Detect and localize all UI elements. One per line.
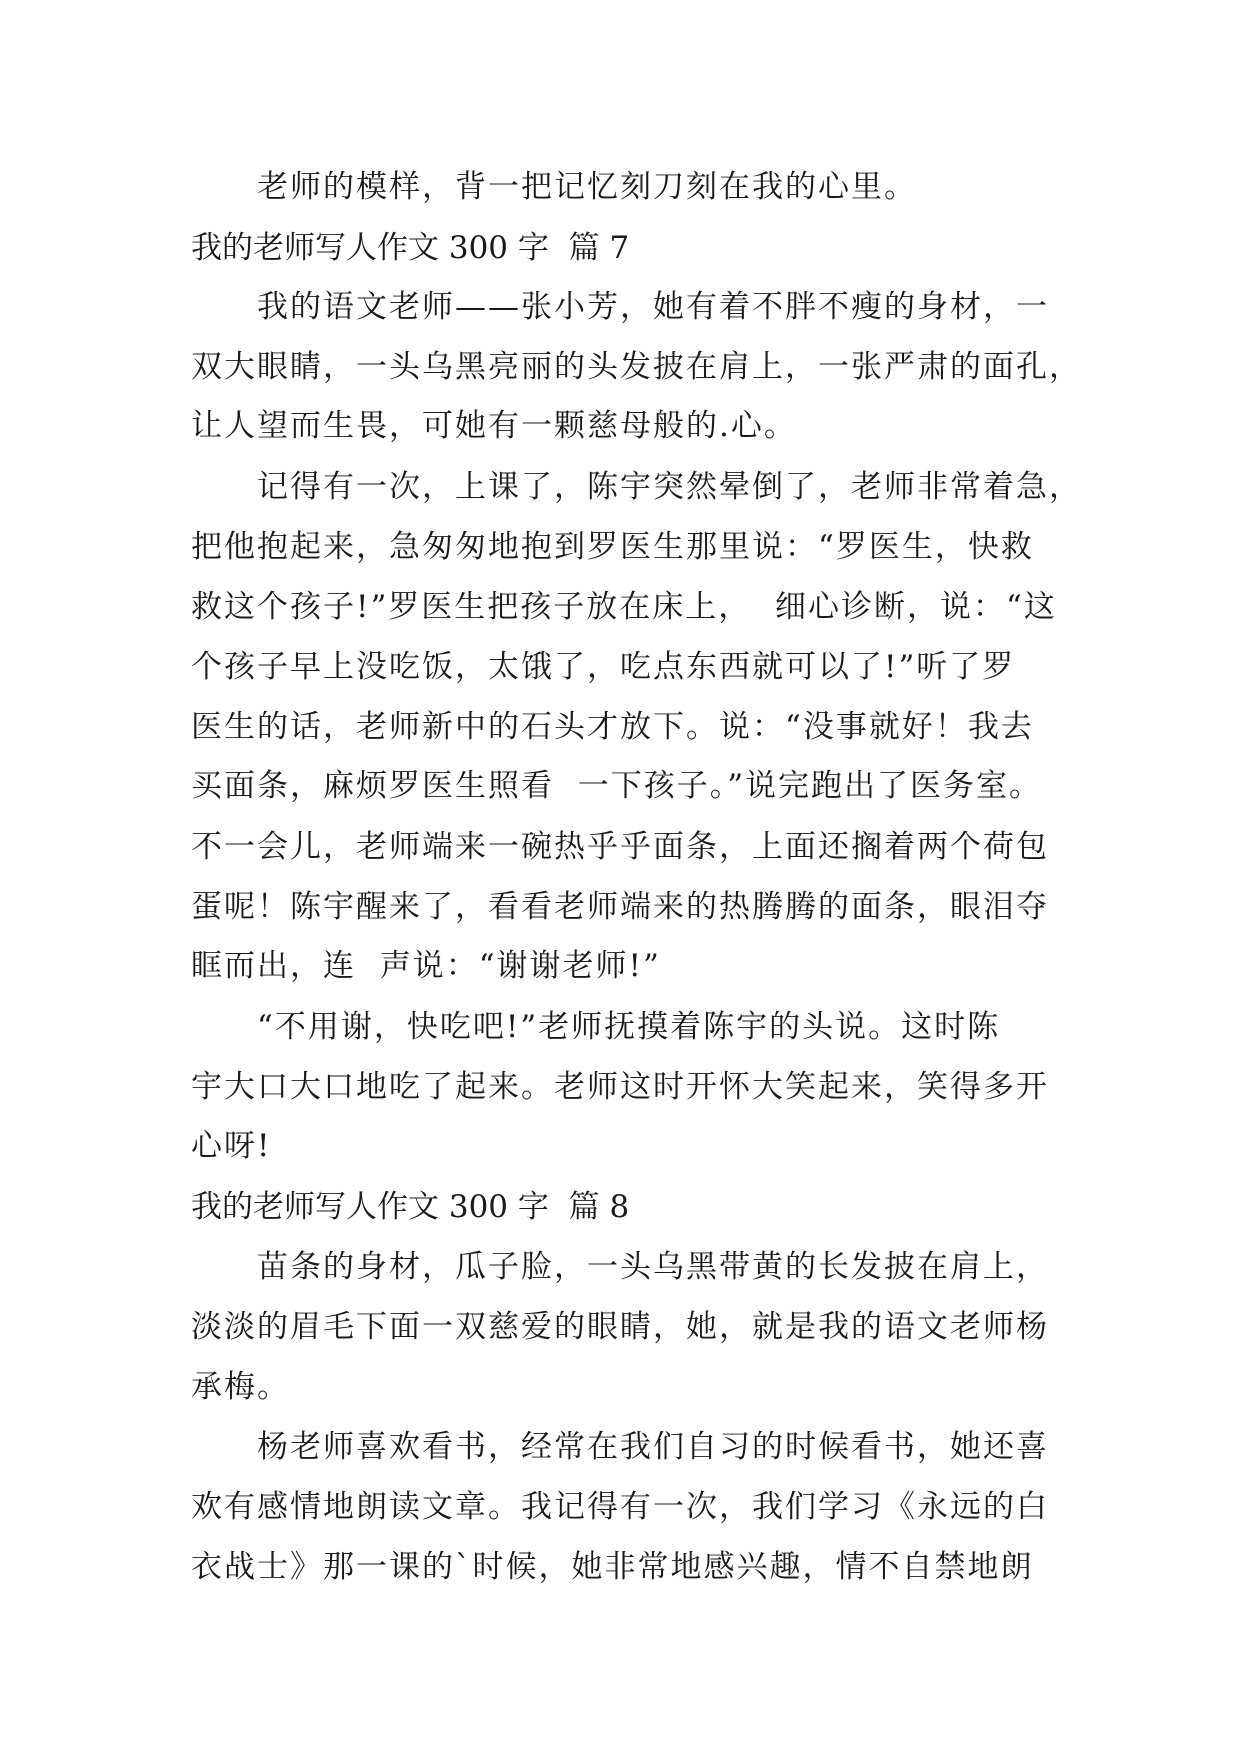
paragraph-line: 老师的模样，背一把记忆刻刀刻在我的心里。 [257, 169, 917, 205]
paragraph-line: 宇大口大口地吃了起来。老师这时开怀大笑起来，笑得多开 [191, 1069, 1049, 1105]
paragraph-line: 衣战士》那一课的`时候，她非常地感兴趣，情不自禁地朗 [191, 1549, 1034, 1585]
paragraph-line: 蛋呢！陈宇醒来了，看看老师端来的热腾腾的面条，眼泪夺 [191, 889, 1049, 925]
paragraph-line: 不一会儿，老师端来一碗热乎乎面条，上面还搁着两个荷包 [191, 829, 1049, 865]
paragraph-line: 把他抱起来，急匆匆地抱到罗医生那里说：“罗医生，快救 [191, 529, 1034, 565]
paragraph-line: 苗条的身材，瓜子脸，一头乌黑带黄的长发披在肩上， [257, 1249, 1049, 1285]
paragraph-line: 救这个孩子!”罗医生把孩子放在床上， 细心诊断，说：“这 [191, 589, 1057, 625]
paragraph-line: 杨老师喜欢看书，经常在我们自习的时候看书，她还喜 [257, 1429, 1049, 1465]
paragraph-line: 我的语文老师——张小芳，她有着不胖不瘦的身材，一 [257, 289, 1049, 325]
paragraph-line: 医生的话，老师新中的石头才放下。说：“没事就好！我去 [191, 709, 1034, 745]
paragraph-line: 买面条，麻烦罗医生照看 一下孩子。”说完跑出了医务室。 [191, 768, 1043, 804]
section-heading: 我的老师写人作文 300 字 篇 7 [191, 230, 630, 266]
paragraph-line: 心呀! [191, 1128, 272, 1164]
paragraph-line: 记得有一次，上课了，陈宇突然晕倒了，老师非常着急， [257, 469, 1082, 505]
paragraph-line: 承梅。 [191, 1369, 290, 1405]
paragraph-line: 欢有感情地朗读文章。我记得有一次，我们学习《永远的白 [191, 1489, 1049, 1525]
paragraph-line: 个孩子早上没吃饭，太饿了，吃点东西就可以了!”听了罗 [191, 649, 1016, 685]
paragraph-line: 让人望而生畏，可她有一颗慈母般的.心。 [191, 408, 797, 444]
paragraph-line: 眶而出，连 声说：“谢谢老师!” [191, 948, 661, 984]
paragraph-line: 双大眼睛，一头乌黑亮丽的头发披在肩上，一张严肃的面孔， [191, 349, 1082, 385]
paragraph-line: “不用谢，快吃吧!”老师抚摸着陈宇的头说。这时陈 [257, 1009, 1001, 1045]
section-heading: 我的老师写人作文 300 字 篇 8 [191, 1189, 630, 1225]
paragraph-line: 淡淡的眉毛下面一双慈爱的眼睛，她，就是我的语文老师杨 [191, 1309, 1049, 1345]
